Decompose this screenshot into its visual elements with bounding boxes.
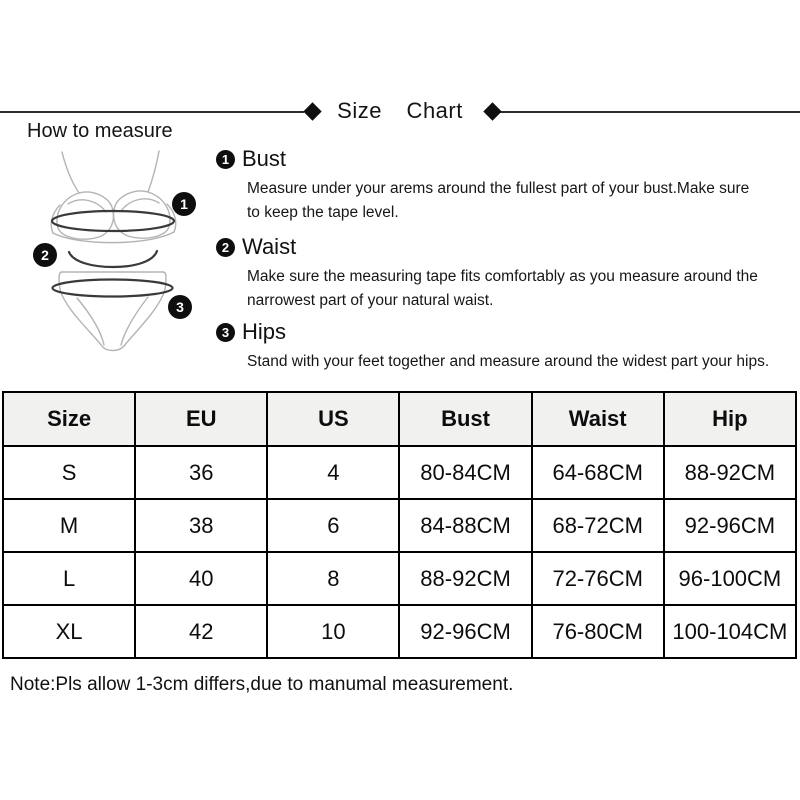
cell: 80-84CM — [399, 446, 531, 499]
column-header-size: Size — [3, 392, 135, 446]
instruction-hips-heading: Hips — [242, 319, 287, 344]
table-row-m — [3, 499, 796, 552]
instruction-text-line: Stand with your feet together and measure around the widest part your hips. — [247, 353, 770, 370]
instruction-hips-head — [216, 319, 796, 345]
cell: M — [3, 499, 135, 552]
instruction-text-line: to keep the tape level. — [247, 203, 399, 221]
column-header-hip: Hip — [664, 392, 796, 446]
cell: 76-80CM — [532, 605, 664, 658]
marker-2-label: 2 — [41, 247, 49, 263]
cell: 92-96CM — [664, 499, 796, 552]
instruction-bust-heading: Bust — [242, 146, 287, 171]
cell: 88-92CM — [664, 446, 796, 499]
cell: 8 — [267, 552, 399, 605]
cell: 72-76CM — [532, 552, 664, 605]
cell: S — [3, 446, 135, 499]
how-to-measure-heading: How to measure — [27, 120, 173, 142]
instruction-hips-body — [247, 350, 796, 374]
cell: 40 — [135, 552, 267, 605]
note-text: Note:Pls allow 1-3cm differs,due to manumal measurement. — [10, 674, 514, 695]
step-1-badge: 1 — [216, 150, 235, 169]
instruction-waist-body — [247, 265, 796, 312]
cell: 88-92CM — [399, 552, 531, 605]
header-row — [3, 392, 796, 446]
waist-tape-arc — [69, 251, 157, 267]
column-header-us: US — [267, 392, 399, 446]
cell: 96-100CM — [664, 552, 796, 605]
measurement-figure — [28, 143, 213, 378]
page-title: Size Chart — [337, 98, 463, 123]
cell: 68-72CM — [532, 499, 664, 552]
cell: 100-104CM — [664, 605, 796, 658]
column-header-eu: EU — [135, 392, 267, 446]
cell: 6 — [267, 499, 399, 552]
instruction-text-line: narrowest part of your natural waist. — [247, 291, 494, 309]
instruction-bust — [216, 146, 796, 224]
instruction-bust-body — [247, 177, 796, 224]
marker-1-label: 1 — [180, 196, 188, 212]
step-2-badge: 2 — [216, 238, 235, 257]
table-row-xl — [3, 605, 796, 658]
cell: 38 — [135, 499, 267, 552]
cell: 10 — [267, 605, 399, 658]
cell: 42 — [135, 605, 267, 658]
size-table-head — [3, 392, 796, 446]
table-row-s — [3, 446, 796, 499]
instruction-waist-heading: Waist — [242, 234, 297, 259]
hip-tape-ellipse — [53, 280, 173, 297]
cell: XL — [3, 605, 135, 658]
size-table — [2, 391, 797, 659]
step-3-badge: 3 — [216, 323, 235, 342]
measuring-tape-lines — [52, 211, 174, 297]
instruction-text-line: Measure under your arems around the fullest part of your bust.Make sure — [247, 180, 750, 197]
cell: 64-68CM — [532, 446, 664, 499]
instruction-text-line: Make sure the measuring tape fits comfortably as you measure around the — [247, 268, 758, 285]
column-header-waist: Waist — [532, 392, 664, 446]
cell: 84-88CM — [399, 499, 531, 552]
instruction-bust-head — [216, 146, 796, 172]
size-table-body — [3, 446, 796, 658]
cell: 4 — [267, 446, 399, 499]
cell: L — [3, 552, 135, 605]
cell: 36 — [135, 446, 267, 499]
column-header-bust: Bust — [399, 392, 531, 446]
bikini-bottom-drawing — [59, 272, 166, 351]
cell: 92-96CM — [399, 605, 531, 658]
instruction-waist-head — [216, 234, 796, 260]
instruction-waist — [216, 234, 796, 312]
instruction-hips — [216, 319, 796, 374]
table-row-l — [3, 552, 796, 605]
marker-3-label: 3 — [176, 299, 184, 315]
